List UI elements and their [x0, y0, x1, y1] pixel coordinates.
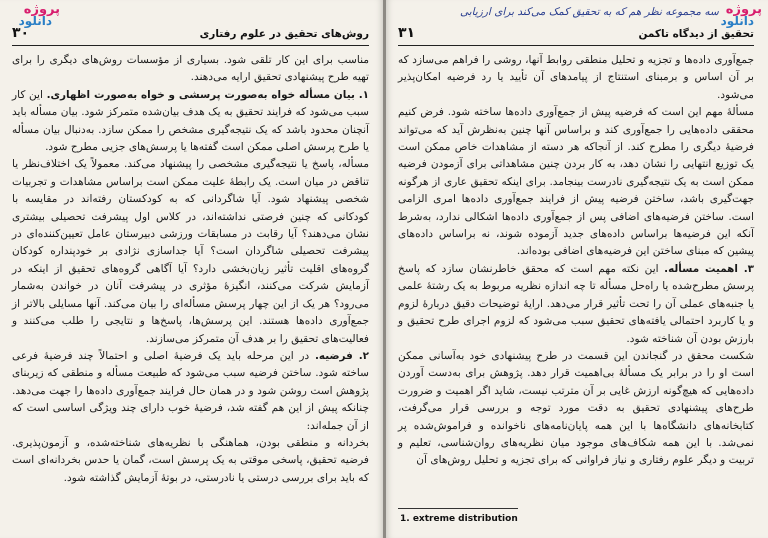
- right-intro-paragraph: جمع‌آوری داده‌ها و تجزیه و تحلیل منطقی روابط آنها، روشی را فراهم می‌سازد که بر آن اساس و برمبنای استنتاج از پیامدهای آن تأیید یا رد فرضیه امکان‌پذیر می‌شود.: [398, 54, 754, 101]
- section-2-heading: ۲. فرضیه.: [314, 349, 369, 362]
- section-1-heading: ۱. بیان مسأله خواه به‌صورت پرسشی و خواه به‌صورت اظهاری.: [46, 88, 369, 101]
- hypothesis-timing-paragraph: مسألهٔ مهم این است که فرضیه پیش از جمع‌آوری داده‌ها ساخته شود. فرض کنیم محققی داده‌هایی را جمع‌آوری کند و براساس آنها چنین به‌نظرش آید که می‌تواند فرضیهٔ دیگری را مطرح کند. از آنجاکه هر دسته از مشاهدات خاص ممکن است یک توزیع انتهایی را نشان دهد، به کار بردن چنین مشاهداتی برای آزمودن فرضیه ممکن است به یک نتیجه‌گیری نادرست بینجامد. برای اینکه تحقیق عاری از هرگونه جهت‌گیری باشد، ساختن فرضیه پیش از فرایند جمع‌آوری داده‌ها امری الزامی است. ساختن فرضیه‌های اضافی پس از جمع‌آوری داده‌ها اشکالی ندارد، به‌شرط آنکه این فرضیه‌ها براساس داده‌های جدید آزموده شوند، نه براساس داده‌های پیشین که مبنای ساختن این فرضیه‌های اضافی بوده‌اند.: [398, 106, 754, 258]
- left-page-number: ۳۰: [12, 25, 30, 41]
- left-page-body: [12, 52, 369, 487]
- significance-paragraph: شکست محقق در گنجاندن این قسمت در طرح پیشنهادی خود به‌آسانی ممکن است او را در برابر یک مسألهٔ بی‌اهمیت قرار دهد. پژوهش برای به‌دست آوردن داده‌هایی که هیچ‌گونه ارزش غایی بر آن مترتب نیست، شاید اگر اهمیت و ضرورت طرح‌های پیشنهادی تحقیق به دقت مورد توجه و بررسی قرار می‌گرفت، کتابخانه‌های دانشگاه‌ها با این همه پایان‌نامه‌های ناخوانده و فراموش‌شده پر نمی‌شد. با این همه شکاف‌های موجود میان نظریه‌های روان‌شناسی، تعلیم و تربیت و دیگر علوم رفتاری و نیاز فراوانی که برای تجزیه و تحلیل روش‌های آن: [398, 349, 754, 467]
- brand-logo-line1: پروژه: [725, 2, 762, 17]
- right-page-body: [398, 52, 754, 470]
- left-page: [0, 0, 383, 538]
- section-1-text: این کار سبب می‌شود که فرایند تحقیق به یک هدف بیان‌شده متمرکز شود. بیان مسأله باید آنچنان محدود باشد که یک نتیجه‌گیری مشخص را ممکن سازد. به‌دنبال بیان مسأله یا طرح پرسش اصلی ممکن است گفته‌ها یا پرسش‌های جزیی مطرح شود.: [12, 88, 369, 154]
- section-2-paragraph: [12, 348, 369, 435]
- right-page-header: [398, 27, 754, 46]
- brand-logo-line1: پروژه: [23, 2, 60, 17]
- left-page-header: [12, 27, 369, 46]
- footnote-rule: [398, 508, 518, 509]
- right-page: [386, 0, 768, 538]
- section-3-text: این نکته مهم است که محقق خاطرنشان سازد که پاسخ پرسش مطرح‌شده یا راه‌حل مسأله تا چه اندازه نظریه مربوط به یک رشتهٔ علمی یا جنبه‌های عملی آن را تحت تأثیر قرار می‌دهد. ارایهٔ توضیحات دقیق دربارهٔ لزوم و یا کاربرد احتمالی یافته‌های تحقیق سبب می‌شود که لزوم اجرای طرح تحقیق و بارزش بودن آن شناخته شود.: [398, 262, 754, 345]
- left-running-title: روش‌های تحقیق در علوم رفتاری: [199, 28, 369, 40]
- section-1-continuation: مسأله، پاسخ یا نتیجه‌گیری مشخصی را پیشنهاد می‌کند. معمولاً یک اختلاف‌نظر یا تناقض در میان است. یک رابطهٔ علیت ممکن است براساس مشاهدات و تجربیات شخصی پیشنهاد شود. آیا شاگردانی که به کودکستان رفته‌اند در مقایسه با کودکانی که چنین فرصتی نداشته‌اند، در کلاس اول پیشرفت تحصیلی بیشتری نشان می‌دهند؟ آیا رقابت در مسابقات ورزشی دبیرستان عامل تعیین‌کننده‌ای در پیشرفت تحصیلی شاگردان است؟ آیا جداسازی نژادی بر خودپنداره کودکان گروه‌های اقلیت تأثیر زیان‌بخشی دارد؟ آیا آگاهی گروه‌های تحقیق از اینکه در آزمایش شرکت می‌کنند، انگیزهٔ مؤثری در پیشرفت آنان در خواندن به‌شمار می‌رود؟ هر یک از این چهار پرسش مسأله‌ای را بیان می‌کند. آنها مسایلی بالاتر از جمع‌آوری داده‌ها هستند. این پرسش‌ها، پاسخ‌ها و نتایجی را طلب می‌کنند و فعالیت‌های تحقیق را بر هدف آن متمرکز می‌سازند.: [12, 158, 369, 345]
- section-1-paragraph: [12, 87, 369, 157]
- section-2-text: در این مرحله باید یک فرضیهٔ اصلی و احتمالاً چند فرضیهٔ فرعی ساخته شود. ساختن فرضیه سبب می‌شود که طبیعت مسأله و منطقی که زیربنای پژوهش است روشن شود و در همان حال فرایند جمع‌آوری داده‌ها را جهت می‌دهد. چنانکه پیش از این هم گفته شد، فرضیهٔ خوب دارای چند ویژگی اساسی است که از آن جمله‌اند:: [12, 349, 369, 432]
- section-2-continuation: بخردانه و منطقی بودن، هماهنگی با نظریه‌های شناخته‌شده، و آزمون‌پذیری. فرضیه تحقیق، پاسخی موقتی به یک پرسش است، گمان یا حدس بخردانه‌ای است که باید برای بررسی درستی یا نادرستی، در بوتهٔ آزمایش گذاشته شود.: [12, 436, 369, 484]
- brand-logo-line2: دانلود: [18, 14, 52, 28]
- right-running-title: تحقیق از دیدگاه تاکمن: [638, 28, 754, 40]
- section-3-heading: ۳. اهمیت مسأله.: [664, 262, 754, 275]
- right-page-number: ۳۱: [398, 25, 416, 41]
- handwritten-note: سه مجموعه نظر هم که به تحقیق کمک می‌کند برای ارزیابی: [460, 6, 719, 18]
- footnote: 1. extreme distribution: [400, 514, 518, 524]
- left-intro-paragraph: مناسب برای این کار تلقی شود. بسیاری از مؤسسات روش‌های دیگری را برای تهیه طرح پیشنهادی تحقیق ارایه می‌دهند.: [12, 54, 369, 84]
- brand-logo-line2: دانلود: [720, 14, 754, 28]
- section-3-paragraph: [398, 261, 754, 348]
